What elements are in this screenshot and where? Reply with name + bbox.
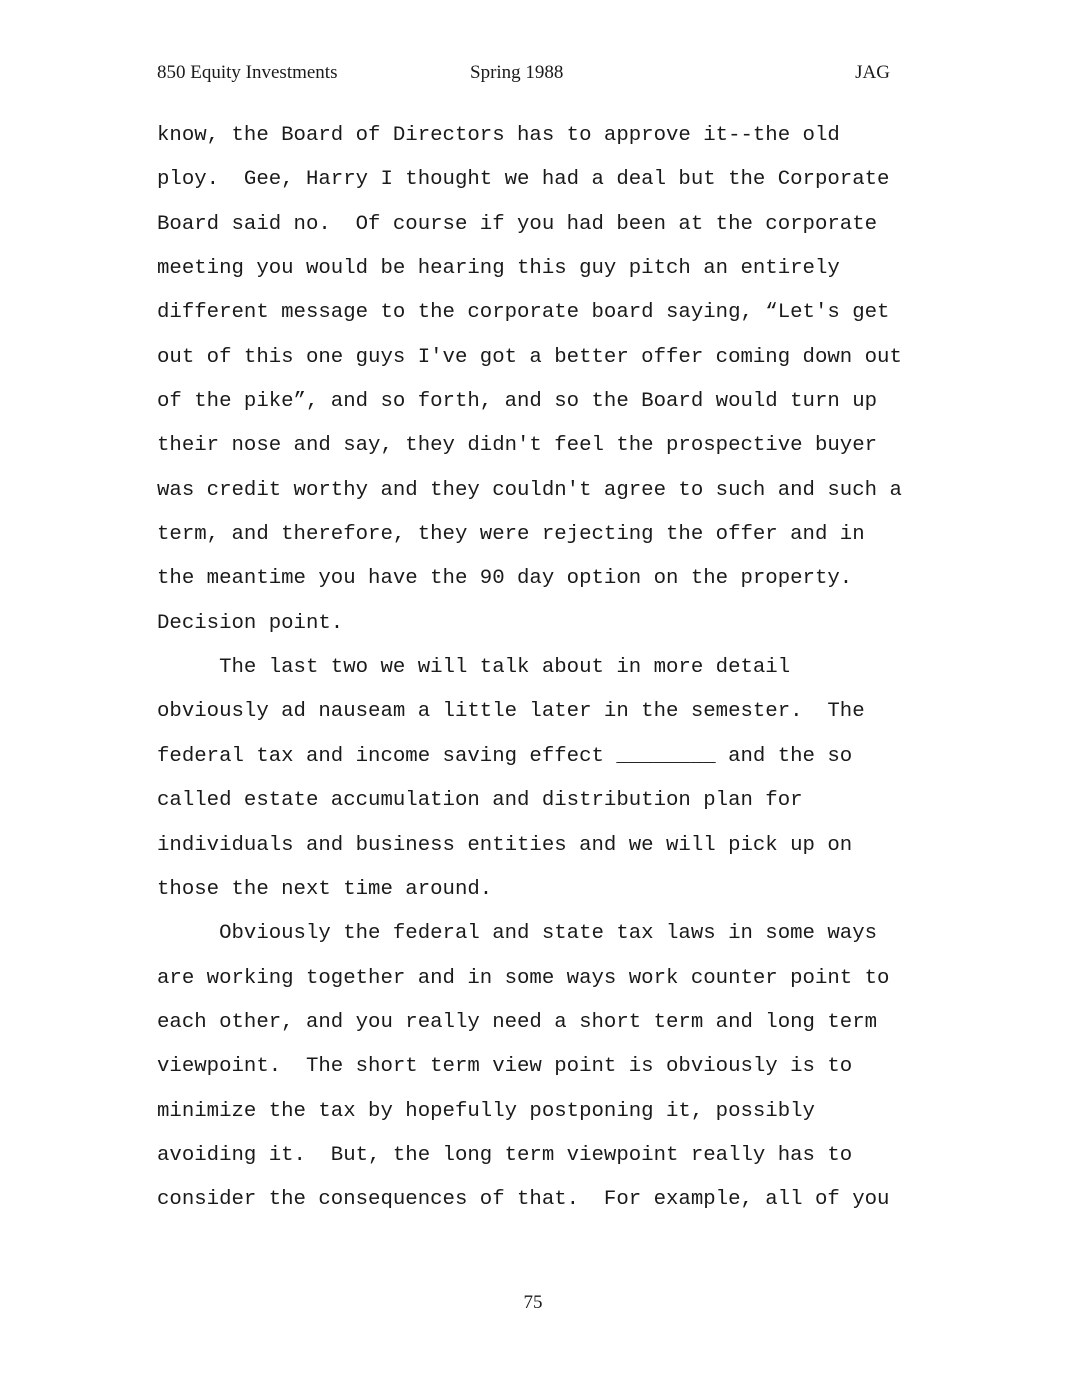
page-header	[157, 62, 890, 90]
text-line: are working together and in some ways work counter point to	[157, 966, 890, 990]
text-line: Obviously the federal and state tax laws in some ways	[157, 922, 878, 946]
header-course-title: 850 Equity Investments	[157, 62, 338, 83]
text-line: the meantime you have the 90 day option on the property.	[157, 567, 853, 591]
header-initials: JAG	[855, 62, 890, 83]
text-line: was credit worthy and they couldn't agree to such and such a	[157, 478, 902, 502]
text-line: Board said no. Of course if you had been at the corporate	[157, 212, 878, 236]
text-line: The last two we will talk about in more detail	[157, 656, 791, 680]
text-line: viewpoint. The short term view point is obviously is to	[157, 1055, 853, 1079]
text-line: obviously ad nauseam a little later in the semester. The	[157, 700, 865, 724]
text-line: their nose and say, they didn't feel the prospective buyer	[157, 434, 878, 458]
text-line: those the next time around.	[157, 877, 493, 901]
text-line: of the pike”, and so forth, and so the Board would turn up	[157, 390, 878, 414]
text-line: term, and therefore, they were rejecting the offer and in	[157, 523, 865, 547]
text-line: called estate accumulation and distribution plan for	[157, 789, 803, 813]
transcript-body	[157, 114, 917, 1223]
text-line: each other, and you really need a short term and long term	[157, 1010, 878, 1034]
text-line: consider the consequences of that. For example, all of you	[157, 1188, 890, 1212]
text-line: ploy. Gee, Harry I thought we had a deal but the Corporate	[157, 168, 890, 192]
text-line: federal tax and income saving effect ________ and the so	[157, 744, 853, 768]
header-term: Spring 1988	[470, 62, 564, 83]
page-number: 75	[523, 1292, 543, 1313]
text-line: know, the Board of Directors has to approve it--the old	[157, 124, 840, 147]
text-line: out of this one guys I've got a better offer coming down out	[157, 345, 902, 369]
text-line: minimize the tax by hopefully postponing it, possibly	[157, 1099, 815, 1123]
text-line: avoiding it. But, the long term viewpoint really has to	[157, 1143, 853, 1167]
text-line: meeting you would be hearing this guy pitch an entirely	[157, 257, 840, 281]
text-line: different message to the corporate board saying, “Let's get	[157, 301, 890, 325]
text-line: individuals and business entities and we will pick up on	[157, 833, 853, 857]
text-line: Decision point.	[157, 611, 344, 635]
